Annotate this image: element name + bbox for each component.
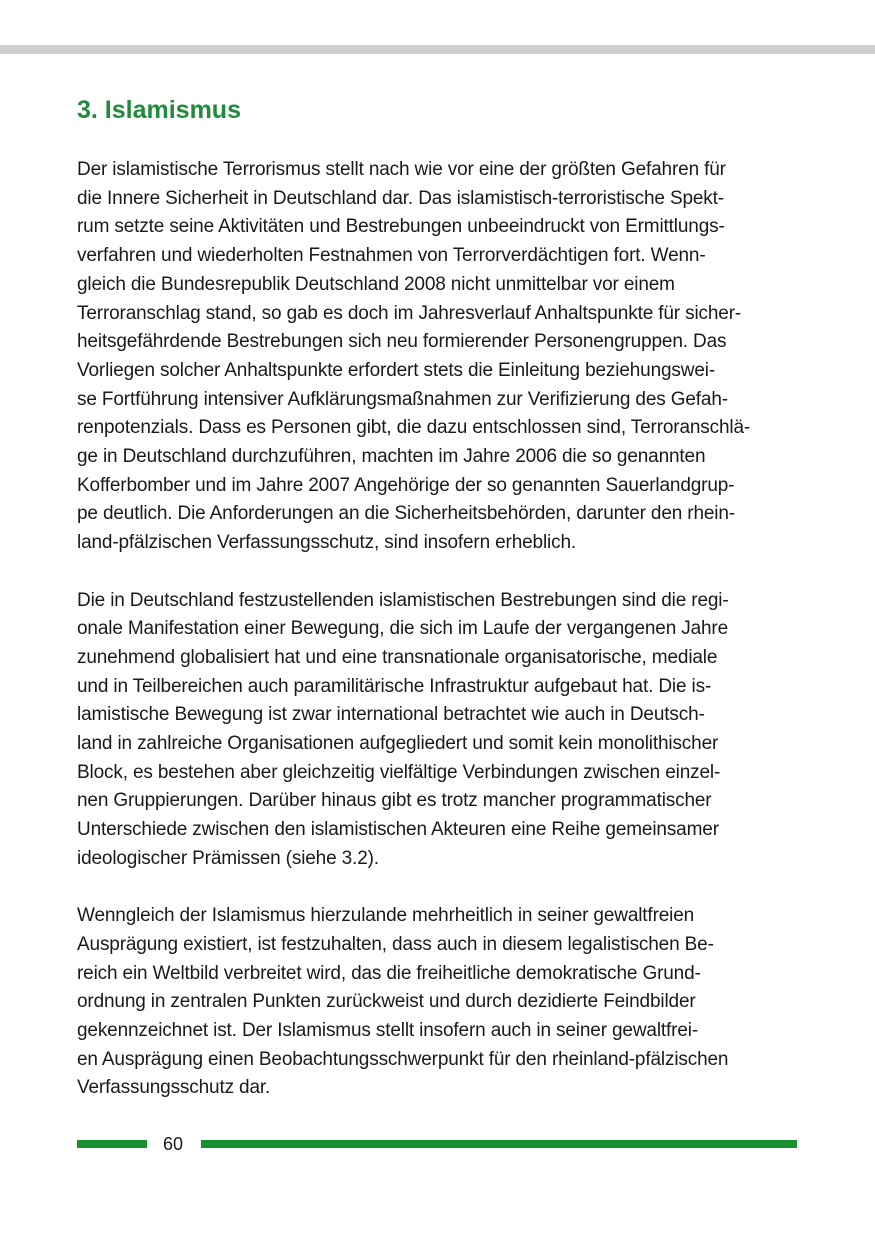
footer-bar-left (77, 1140, 147, 1148)
text-line: Der islamistische Terrorismus stellt nach wie vor eine der größten Gefahren für (77, 159, 726, 180)
text-line: ge in Deutschland durchzuführen, machten im Jahre 2006 die so genannten (77, 446, 706, 468)
text-line: verfahren und wiederholten Festnahmen von Terrorverdächtigen fort. Wenn- (77, 245, 706, 267)
text-line: Block, es bestehen aber gleichzeitig vielfältige Verbindungen zwischen einzel- (77, 761, 721, 783)
text-line: ideologischer Prämissen (siehe 3.2). (77, 847, 379, 869)
footer-bar-right (201, 1140, 797, 1148)
text-line: Wenngleich der Islamismus hierzulande mehrheitlich in seiner gewaltfreien (77, 905, 695, 927)
text-line: Terroranschlag stand, so gab es doch im Jahresverlauf Anhaltspunkte für sicher- (77, 302, 742, 324)
text-line: Unterschiede zwischen den islamistischen Akteuren eine Reihe gemeinsamer (77, 819, 719, 841)
top-divider-bar (0, 45, 875, 54)
text-line: en Ausprägung einen Beobachtungsschwerpunkt für den rheinland-pfälzischen (77, 1048, 729, 1070)
text-line: Verfassungsschutz dar. (77, 1077, 271, 1099)
text-line: und in Teilbereichen auch paramilitärische Infrastruktur aufgebaut hat. Die is- (77, 675, 712, 697)
text-line: ordnung in zentralen Punkten zurückweist und durch dezidierte Feindbilder (77, 991, 696, 1013)
text-line: lamistische Bewegung ist zwar international betrachtet wie auch in Deutsch- (77, 704, 705, 726)
text-line: gekennzeichnet ist. Der Islamismus stellt insofern auch in seiner gewaltfrei- (77, 1020, 699, 1042)
paragraph-2 (77, 587, 799, 874)
text-line: gleich die Bundesrepublik Deutschland 2008 nicht unmittelbar vor einem (77, 273, 675, 295)
text-line: rum setzte seine Aktivitäten und Bestrebungen unbeeindruckt von Ermittlungs- (77, 216, 725, 238)
text-line: Vorliegen solcher Anhaltspunkte erfordert stets die Einleitung beziehungswei- (77, 359, 716, 381)
text-line: pe deutlich. Die Anforderungen an die Sicherheitsbehörden, darunter den rhein- (77, 503, 735, 525)
text-line: se Fortführung intensiver Aufklärungsmaßnahmen zur Verifizierung des Gefah- (77, 388, 728, 410)
text-line: zunehmend globalisiert hat und eine transnationale organisatorische, mediale (77, 646, 718, 668)
page-content (77, 92, 799, 1132)
text-line: onale Manifestation einer Bewegung, die sich im Laufe der vergangenen Jahre (77, 618, 729, 640)
text-line: Ausprägung existiert, ist festzuhalten, dass auch in diesem legalistischen Be- (77, 933, 714, 955)
text-line: renpotenzials. Dass es Personen gibt, die dazu entschlossen sind, Terroranschlä- (77, 417, 751, 439)
paragraph-3 (77, 902, 799, 1103)
page-number: 60 (163, 1134, 184, 1154)
text-line: land in zahlreiche Organisationen aufgegliedert und somit kein monolithischer (77, 733, 719, 755)
paragraph-1 (77, 156, 799, 558)
page-footer (77, 1133, 799, 1155)
text-line: reich ein Weltbild verbreitet wird, das die freiheitliche demokratische Grund- (77, 962, 701, 984)
text-line: nen Gruppierungen. Darüber hinaus gibt es trotz mancher programmatischer (77, 790, 712, 812)
text-line: heitsgefährdende Bestrebungen sich neu formierender Personengruppen. Das (77, 331, 727, 353)
text-line: Kofferbomber und im Jahre 2007 Angehörige der so genannten Sauerlandgrup- (77, 474, 735, 496)
text-line: Die in Deutschland festzustellenden islamistischen Bestrebungen sind die regi- (77, 589, 729, 611)
text-line: land-pfälzischen Verfassungsschutz, sind insofern erheblich. (77, 532, 577, 554)
section-heading: 3. Islamismus (77, 96, 241, 124)
text-line: die Innere Sicherheit in Deutschland dar. Das islamistisch-terroristische Spekt- (77, 187, 724, 209)
